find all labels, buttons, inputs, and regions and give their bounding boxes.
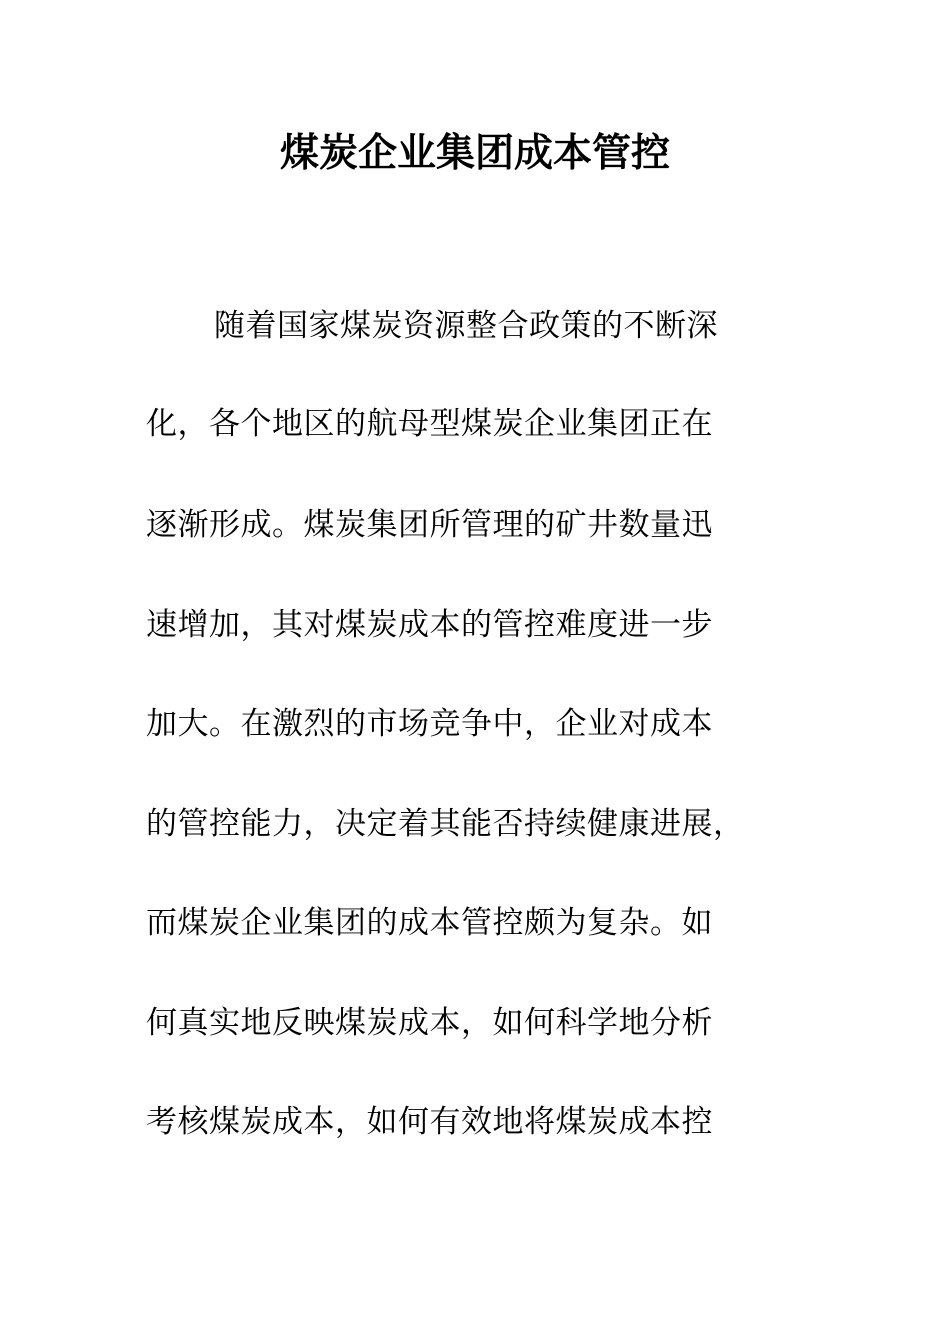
- body-line-1: 随着国家煤炭资源整合政策的不断深: [214, 308, 718, 344]
- body-line-6: 的管控能力，决定着其能否持续健康进展，: [146, 806, 745, 842]
- body-line-5: 加大。在激烈的市场竞争中，企业对成本: [146, 706, 713, 742]
- body-line-4: 速增加，其对煤炭成本的管控难度进一步: [146, 607, 713, 643]
- body-line-3: 逐渐形成。煤炭集团所管理的矿井数量迅: [146, 507, 713, 543]
- body-line-7: 而煤炭企业集团的成本管控颇为复杂。如: [146, 905, 713, 941]
- body-line-9: 考核煤炭成本，如何有效地将煤炭成本控: [146, 1104, 713, 1140]
- body-line-2: 化，各个地区的航母型煤炭企业集团正在: [146, 406, 713, 442]
- body-line-8: 何真实地反映煤炭成本，如何科学地分析: [146, 1005, 713, 1041]
- document-title: 煤炭企业集团成本管控: [279, 130, 670, 176]
